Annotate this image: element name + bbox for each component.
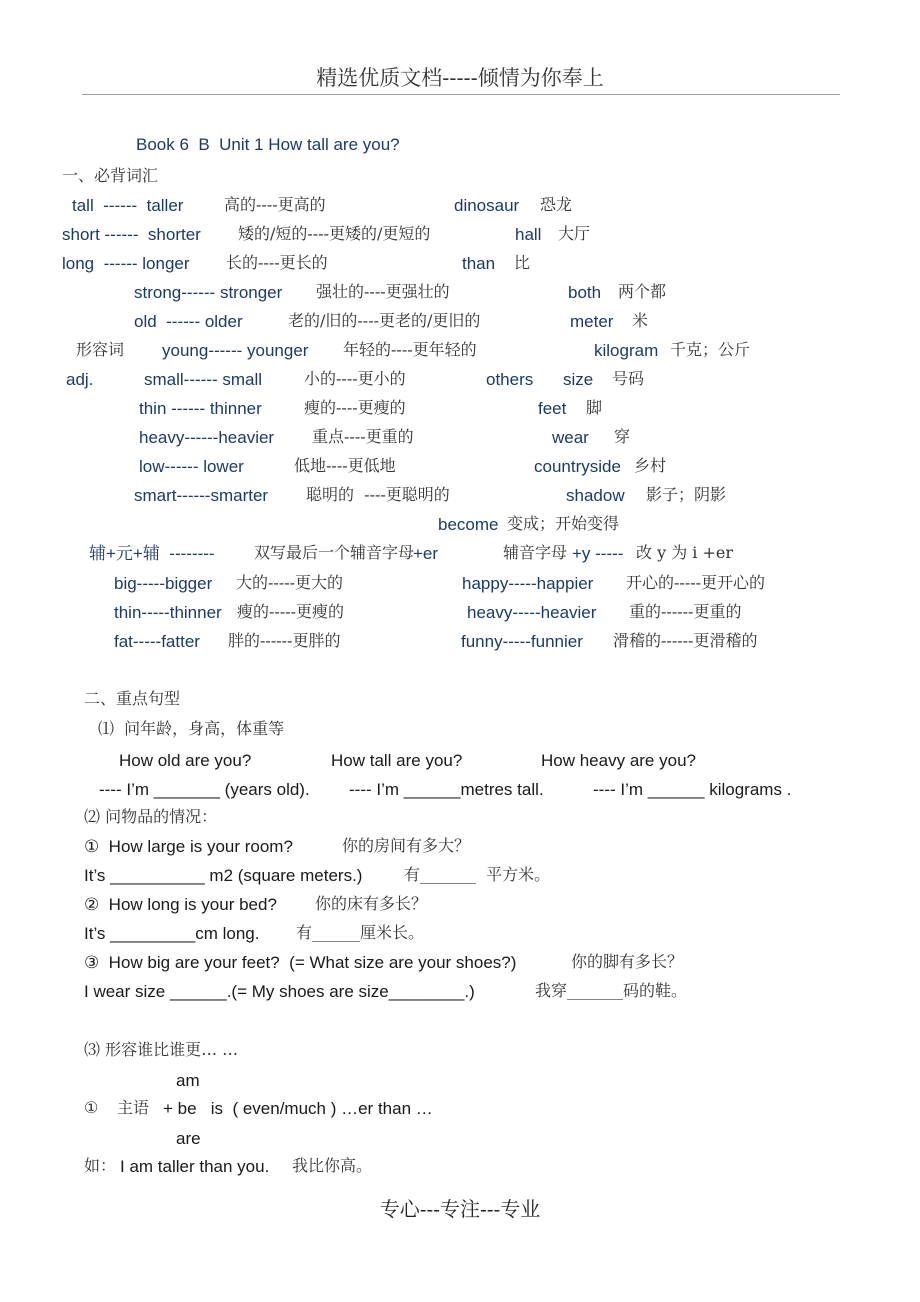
pair-en: funny-----funnier — [461, 632, 583, 651]
vocab-en: low------ lower — [139, 457, 244, 476]
vocab-en: tall ------ taller — [72, 196, 184, 215]
vocab-zh: 强壮的----更强壮的 — [316, 282, 450, 301]
vocab-en: heavy------heavier — [139, 428, 275, 447]
vocab-word: meter — [570, 312, 614, 331]
sentence-en: It’s __________ m2 (square meters.) — [84, 866, 363, 885]
vocab-zh: 瘦的----更瘦的 — [304, 398, 406, 417]
vocab-meaning: 比 — [514, 253, 531, 272]
pair-zh: 胖的------更胖的 — [228, 631, 341, 650]
vocab-word: wear — [552, 428, 589, 447]
answer: ---- I’m _______ (years old). — [99, 780, 310, 799]
vocab-en: small------ small — [144, 370, 263, 389]
example-prefix: 如： — [84, 1156, 117, 1175]
pattern-en: + be is ( even/much ) …er than … — [163, 1099, 433, 1118]
section1-heading: 一、必背词汇 — [62, 166, 159, 185]
question: How tall are you? — [331, 751, 463, 770]
pair-zh: 重的------更重的 — [629, 602, 742, 621]
vocab-meaning: 穿 — [614, 427, 631, 446]
subject-zh: 主语 — [117, 1098, 150, 1117]
sub2-label: ⑵ 问物品的情况： — [84, 807, 218, 826]
vocab-meaning: 米 — [632, 311, 649, 330]
vocab-word: become — [438, 515, 499, 534]
vocab-word: countryside — [534, 457, 621, 476]
vocab-word: than — [462, 254, 496, 273]
vocab-zh: 低地----更低地 — [294, 456, 396, 475]
pair-zh: 瘦的-----更瘦的 — [237, 602, 345, 621]
vocab-word: feet — [538, 399, 567, 418]
sentence-en: ② How long is your bed? — [84, 895, 277, 914]
sentence-zh: 你的床有多长？ — [315, 894, 428, 913]
adj-label-en: adj. — [66, 370, 94, 389]
pair-en: thin-----thinner — [114, 603, 222, 622]
pair-zh: 开心的-----更开心的 — [626, 573, 766, 592]
vocab-word: hall — [515, 225, 542, 244]
vocab-zh: 聪明的 ----更聪明的 — [306, 485, 450, 504]
rule-right-zh2: 改 y 为 i +er — [636, 543, 734, 562]
vocab-meaning: 大厅 — [558, 224, 591, 243]
number-1: ① — [84, 1098, 99, 1117]
pair-en: heavy-----heavier — [467, 603, 597, 622]
page-header: 精选优质文档-----倾情为你奉上 — [316, 66, 604, 90]
adj-label-zh: 形容词 — [76, 340, 125, 359]
vocab-word: size — [563, 370, 594, 389]
vocab-en: short ------ shorter — [62, 225, 201, 244]
sentence-en: I wear size ______.(= My shoes are size________.) — [84, 982, 475, 1001]
vocab-meaning: 乡村 — [634, 456, 667, 475]
rule-left-prefix: 辅+元+辅 -------- — [89, 544, 215, 563]
sub1-label: ⑴ 问年龄，身高，体重等 — [98, 719, 285, 738]
rule-right-en: +y ----- — [572, 544, 624, 563]
example-zh: 我比你高。 — [292, 1156, 373, 1175]
vocab-zh: 年轻的----更年轻的 — [343, 340, 477, 359]
vocab-word: both — [568, 283, 602, 302]
sub3-label: ⑶ 形容谁比谁更… … — [84, 1040, 239, 1059]
pair-en: fat-----fatter — [114, 632, 200, 651]
vocab-en: smart------smarter — [134, 486, 269, 505]
vocab-meaning: 两个都 — [618, 282, 667, 301]
vocab-en: young------ younger — [162, 341, 309, 360]
sentence-zh: 有_______ 平方米。 — [404, 865, 551, 884]
header-rule — [82, 94, 840, 95]
vocab-meaning: 恐龙 — [540, 195, 573, 214]
vocab-zh: 长的----更长的 — [226, 253, 328, 272]
rule-right-zh1: 辅音字母 — [503, 543, 568, 562]
vocab-zh: 高的----更高的 — [224, 195, 326, 214]
rule-left-zh: 双写最后一个辅音字母 — [254, 543, 415, 562]
pair-en: big-----bigger — [114, 574, 213, 593]
sentence-zh: 有______厘米长。 — [296, 923, 425, 942]
document-title: Book 6 B Unit 1 How tall are you? — [136, 135, 400, 154]
vocab-meaning: 影子；阴影 — [646, 485, 727, 504]
vocab-en: old ------ older — [134, 312, 243, 331]
vocab-meaning: 脚 — [586, 398, 603, 417]
sentence-en: ① How large is your room? — [84, 837, 293, 856]
pair-zh: 滑稽的------更滑稽的 — [613, 631, 758, 650]
vocab-zh: 老的/旧的----更老的/更旧的 — [288, 311, 481, 330]
sentence-zh: 你的脚有多长？ — [571, 952, 684, 971]
vocab-en: thin ------ thinner — [139, 399, 262, 418]
answer: ---- I’m ______ kilograms . — [593, 780, 792, 799]
sentence-en: It’s _________cm long. — [84, 924, 260, 943]
vocab-zh: 小的----更小的 — [304, 369, 406, 388]
question: How heavy are you? — [541, 751, 696, 770]
pair-zh: 大的-----更大的 — [236, 573, 344, 592]
vocab-zh: 重点----更重的 — [312, 427, 414, 446]
verb-am: am — [176, 1071, 200, 1090]
sentence-zh: 我穿_______码的鞋。 — [535, 981, 688, 1000]
vocab-meaning: 千克；公斤 — [670, 340, 751, 359]
answer: ---- I’m ______metres tall. — [349, 780, 544, 799]
sentence-en: ③ How big are your feet? (= What size are your shoes?) — [84, 953, 517, 972]
verb-are: are — [176, 1129, 201, 1148]
vocab-word: others — [486, 370, 534, 389]
vocab-meaning: 变成；开始变得 — [507, 514, 620, 533]
vocab-word: dinosaur — [454, 196, 520, 215]
vocab-meaning: 号码 — [612, 369, 645, 388]
example-en: I am taller than you. — [120, 1157, 270, 1176]
sentence-zh: 你的房间有多大？ — [342, 836, 471, 855]
section2-heading: 二、重点句型 — [84, 689, 181, 708]
vocab-word: shadow — [566, 486, 625, 505]
vocab-en: strong------ stronger — [134, 283, 283, 302]
vocab-en: long ------ longer — [62, 254, 190, 273]
vocab-word: kilogram — [594, 341, 659, 360]
pair-en: happy-----happier — [462, 574, 594, 593]
vocab-zh: 矮的/短的----更矮的/更短的 — [238, 224, 431, 243]
rule-left-suffix: +er — [413, 544, 439, 563]
page-footer: 专心---专注---专业 — [379, 1197, 541, 1221]
question: How old are you? — [119, 751, 252, 770]
